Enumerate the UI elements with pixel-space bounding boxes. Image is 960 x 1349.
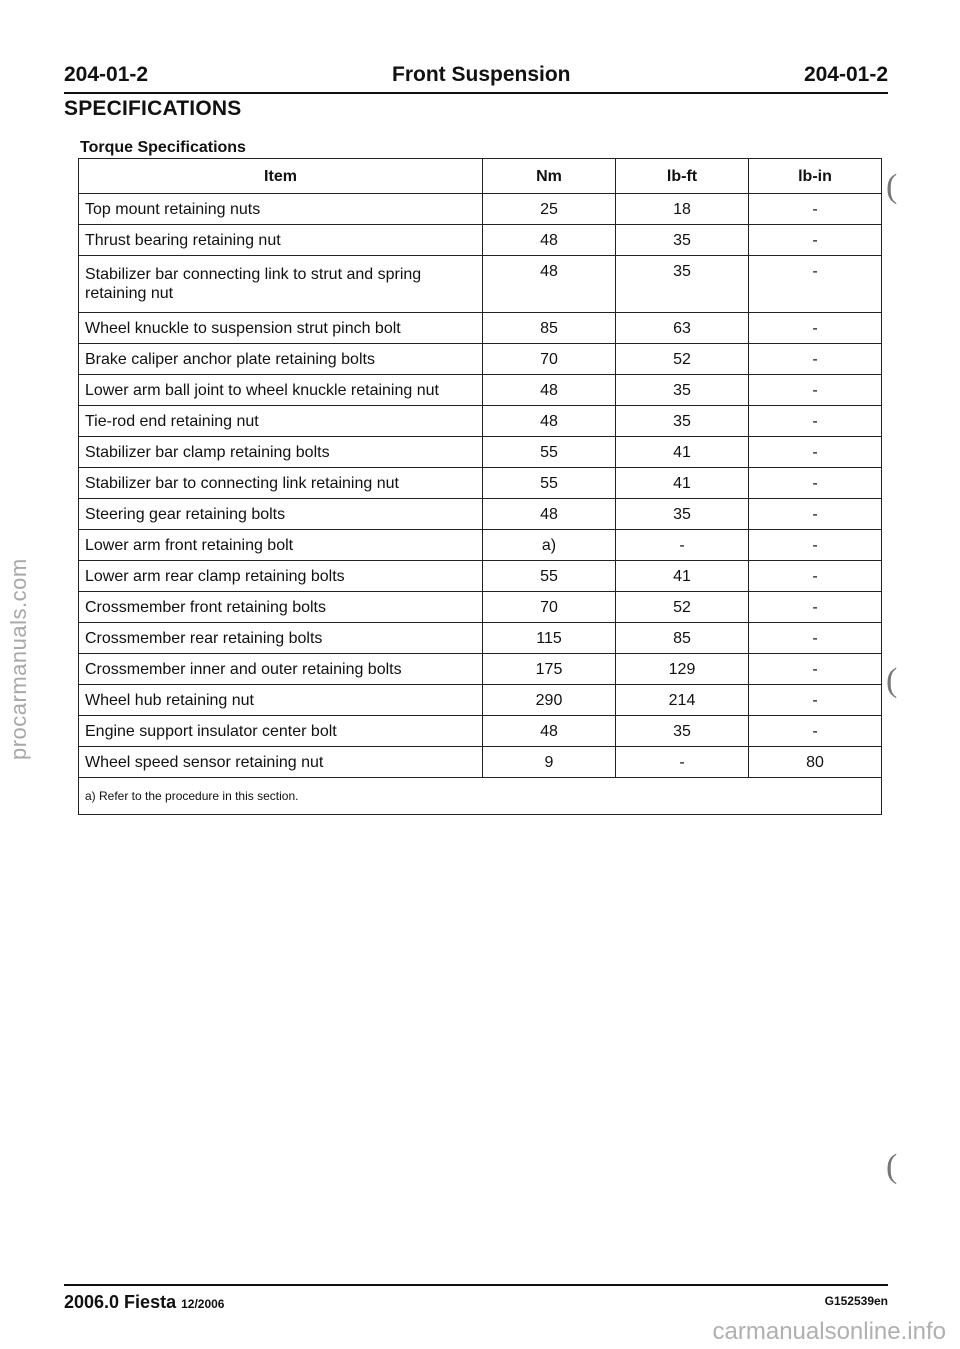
table-row <box>79 654 882 685</box>
cell-item: Wheel hub retaining nut <box>79 685 483 716</box>
footer-date: 12/2006 <box>181 1297 225 1311</box>
cell-item: Top mount retaining nuts <box>79 194 483 225</box>
cell-nm: 48 <box>483 716 616 747</box>
table-header-row <box>79 159 882 194</box>
cell-lbin: - <box>749 654 882 685</box>
header-section-number-left: 204-01-2 <box>64 63 149 86</box>
cell-lbft: 35 <box>616 716 749 747</box>
cell-lbin: - <box>749 685 882 716</box>
left-watermark: procarmanuals.com <box>6 558 31 760</box>
table-row <box>79 685 882 716</box>
cell-lbin: - <box>749 375 882 406</box>
table-row <box>79 623 882 654</box>
cell-lbin: - <box>749 194 882 225</box>
table-row <box>79 194 882 225</box>
cell-nm: 175 <box>483 654 616 685</box>
cell-nm: 55 <box>483 561 616 592</box>
table-row <box>79 530 882 561</box>
cell-item: Lower arm rear clamp retaining bolts <box>79 561 483 592</box>
cell-nm: 55 <box>483 437 616 468</box>
page-header <box>64 62 888 94</box>
cell-item: Lower arm front retaining bolt <box>79 530 483 561</box>
header-section-number-right: 204-01-2 <box>803 63 888 86</box>
footer-model-title: 2006.0 Fiesta <box>64 1292 177 1312</box>
cell-item: Brake caliper anchor plate retaining bolts <box>79 344 483 375</box>
cell-lbin: - <box>749 437 882 468</box>
page-footer <box>64 1284 888 1312</box>
cell-lbft: 41 <box>616 437 749 468</box>
cell-lbft: 63 <box>616 313 749 344</box>
cell-item: Stabilizer bar to connecting link retaining nut <box>79 468 483 499</box>
column-header-lbin: lb-in <box>749 159 882 194</box>
cell-item: Thrust bearing retaining nut <box>79 225 483 256</box>
table-row <box>79 468 882 499</box>
cell-lbft: 35 <box>616 406 749 437</box>
cell-nm: 48 <box>483 375 616 406</box>
cell-item: Tie-rod end retaining nut <box>79 406 483 437</box>
bottom-watermark: carmanualsonline.info <box>712 1318 946 1345</box>
table-row <box>79 225 882 256</box>
column-header-nm: Nm <box>483 159 616 194</box>
table-row <box>79 344 882 375</box>
cell-item: Engine support insulator center bolt <box>79 716 483 747</box>
cell-item: Crossmember inner and outer retaining bolts <box>79 654 483 685</box>
table-row <box>79 716 882 747</box>
cell-lbft: 35 <box>616 499 749 530</box>
table-footnote: a) Refer to the procedure in this section. <box>79 778 882 815</box>
header-title: Front Suspension <box>392 63 571 86</box>
table-row <box>79 313 882 344</box>
cell-lbin: - <box>749 344 882 375</box>
table-footnote-row <box>79 778 882 815</box>
cell-item: Crossmember front retaining bolts <box>79 592 483 623</box>
table-row <box>79 592 882 623</box>
table-row <box>79 437 882 468</box>
cell-item: Wheel knuckle to suspension strut pinch bolt <box>79 313 483 344</box>
footer-model <box>64 1292 224 1313</box>
table-row <box>79 406 882 437</box>
cell-lbin: - <box>749 592 882 623</box>
cell-nm: 55 <box>483 468 616 499</box>
cell-nm: 48 <box>483 256 616 313</box>
cell-lbft: 41 <box>616 468 749 499</box>
cell-lbin: - <box>749 225 882 256</box>
section-title: SPECIFICATIONS <box>64 97 242 120</box>
binding-ring-mark-top: ( <box>886 168 898 205</box>
cell-lbft: 52 <box>616 344 749 375</box>
cell-lbin: 80 <box>749 747 882 778</box>
cell-lbin: - <box>749 313 882 344</box>
cell-lbft: 35 <box>616 225 749 256</box>
footer-graphic-code: G152539en <box>824 1294 888 1308</box>
cell-lbft: 214 <box>616 685 749 716</box>
cell-lbin: - <box>749 256 882 313</box>
cell-lbft: 41 <box>616 561 749 592</box>
cell-lbft: 85 <box>616 623 749 654</box>
cell-lbin: - <box>749 623 882 654</box>
cell-nm: 290 <box>483 685 616 716</box>
cell-lbin: - <box>749 499 882 530</box>
cell-lbin: - <box>749 561 882 592</box>
cell-nm: 48 <box>483 225 616 256</box>
cell-nm: 48 <box>483 406 616 437</box>
cell-item: Crossmember rear retaining bolts <box>79 623 483 654</box>
table-row <box>79 747 882 778</box>
cell-nm: a) <box>483 530 616 561</box>
table-title: Torque Specifications <box>80 139 246 156</box>
cell-lbft: - <box>616 530 749 561</box>
cell-item: Stabilizer bar clamp retaining bolts <box>79 437 483 468</box>
column-header-item: Item <box>79 159 483 194</box>
binding-ring-mark-middle: ( <box>886 662 898 699</box>
table-row <box>79 499 882 530</box>
cell-nm: 70 <box>483 592 616 623</box>
cell-item: Wheel speed sensor retaining nut <box>79 747 483 778</box>
cell-nm: 115 <box>483 623 616 654</box>
cell-item: Stabilizer bar connecting link to strut and spring retaining nut <box>79 256 483 313</box>
cell-item: Steering gear retaining bolts <box>79 499 483 530</box>
cell-lbft: 18 <box>616 194 749 225</box>
cell-lbft: 35 <box>616 256 749 313</box>
cell-lbin: - <box>749 406 882 437</box>
cell-lbin: - <box>749 716 882 747</box>
cell-lbft: 129 <box>616 654 749 685</box>
cell-nm: 85 <box>483 313 616 344</box>
cell-lbin: - <box>749 530 882 561</box>
cell-lbft: - <box>616 747 749 778</box>
table-row <box>79 561 882 592</box>
cell-nm: 25 <box>483 194 616 225</box>
table-row <box>79 375 882 406</box>
cell-nm: 48 <box>483 499 616 530</box>
torque-spec-table <box>78 158 882 815</box>
cell-lbft: 35 <box>616 375 749 406</box>
cell-nm: 70 <box>483 344 616 375</box>
cell-nm: 9 <box>483 747 616 778</box>
cell-lbin: - <box>749 468 882 499</box>
cell-lbft: 52 <box>616 592 749 623</box>
cell-item: Lower arm ball joint to wheel knuckle retaining nut <box>79 375 483 406</box>
column-header-lbft: lb-ft <box>616 159 749 194</box>
binding-ring-mark-bottom: ( <box>886 1148 898 1185</box>
table-row <box>79 256 882 313</box>
